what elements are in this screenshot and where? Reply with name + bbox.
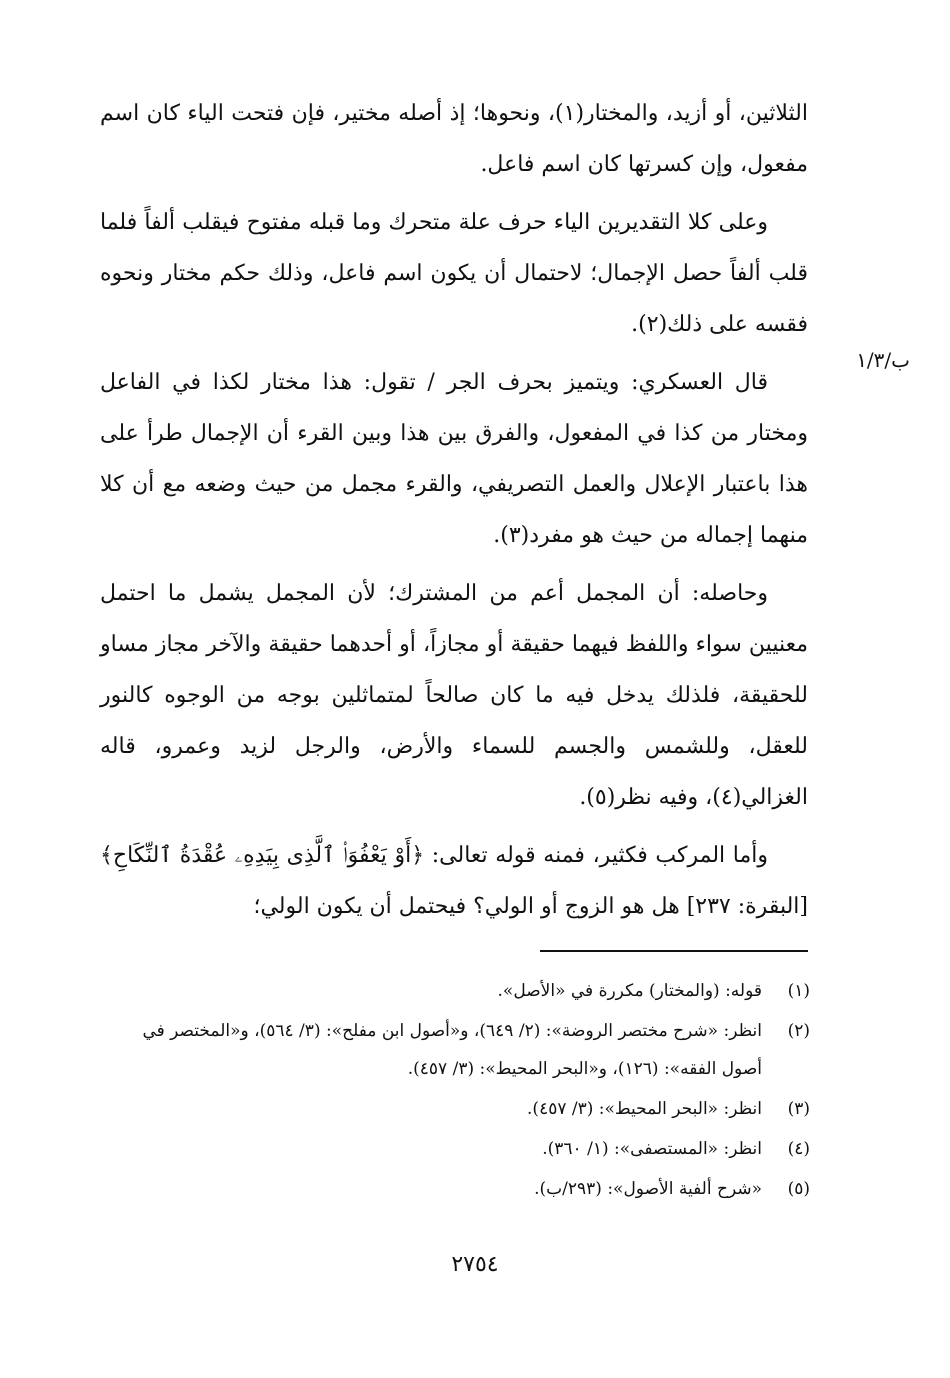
paragraph: قال العسكري: ويتميز بحرف الجر / تقول: هذا مختار لكذا في الفاعل ومختار من كذا في المفعول، والفرق بين هذا وبين القرء أن الإجمال طرأ على هذا باعتبار الإعلال والعمل التصريفي، والقرء مجمل من حيث وضعه مع أن كلا منهما إجماله من حيث هو مفرد(٣). — [100, 370, 808, 548]
footnote-text: قوله: (والمختار) مكررة في «الأصل». — [497, 981, 762, 1001]
footnote-number: (٢) — [787, 1021, 810, 1041]
footnote-number: (٥) — [787, 1179, 810, 1199]
paragraph: الثلاثين، أو أزيد، والمختار(١)، ونحوها؛ إذ أصله مختير، فإن فتحت الياء كان اسم مفعول، وإن كسرتها كان اسم فاعل. — [100, 101, 809, 177]
footnote-text: «شرح ألفية الأصول»: (٢٩٣/ب). — [534, 1179, 762, 1199]
footnote-number: (١) — [787, 981, 810, 1001]
paragraph: وحاصله: أن المجمل أعم من المشترك؛ لأن المجمل يشمل ما احتمل معنيين سواء واللفظ فيهما حقيقة أو مجازاً، أو أحدهما حقيقة والآخر مجاز مساو للحقيقة، فلذلك يدخل فيه ما كان صالحاً لمتماثلين بوجه من الوجوه كالنور للعقل، وللشمس والجسم للسماء والأرض، والرجل لزيد وعمرو، قاله الغزالي(٤)، وفيه نظر(٥). — [100, 581, 808, 810]
footnote — [100, 972, 810, 1010]
footnote — [100, 1130, 810, 1168]
footnote-separator-line — [540, 950, 808, 952]
footnote-text: انظر: «البحر المحيط»: (٣/ ٤٥٧). — [527, 1099, 762, 1119]
footnote-text: انظر: «شرح مختصر الروضة»: (٢/ ٦٤٩)، و«أصول ابن مفلح»: (٣/ ٥٦٤)، و«المختصر في أصول الفقه»: (١٢٦)، و«البحر المحيط»: (٣/ ٤٥٧). — [142, 1021, 762, 1079]
main-text — [100, 88, 808, 939]
footnote — [100, 1090, 810, 1128]
paragraph: وأما المركب فكثير، فمنه قوله تعالى: ﴿أَوْ يَعْفُوَا۟ ٱلَّذِى بِيَدِهِۦ عُقْدَةُ ٱلنِّكَاحِ﴾ [البقرة: ٢٣٧] هل هو الزوج أو الولي؟ فيحتمل أن يكون الولي؛ — [100, 843, 808, 919]
paragraph: وعلى كلا التقديرين الياء حرف علة متحرك وما قبله مفتوح فيقلب ألفاً فلما قلب ألفاً حصل الإجمال؛ لاحتمال أن يكون اسم فاعل، وذلك حكم مختار ونحوه فقسه على ذلك(٢). — [100, 210, 808, 337]
footnotes — [100, 972, 810, 1210]
page-number: ٢٧٥٤ — [451, 1252, 499, 1277]
footnote-number: (٤) — [787, 1139, 810, 1159]
footnote-text: انظر: «المستصفى»: (١/ ٣٦٠). — [542, 1139, 762, 1159]
footnote — [100, 1012, 810, 1088]
footnote — [100, 1170, 810, 1208]
manuscript-folio-reference: ب/١/٣ — [856, 348, 910, 372]
footnote-number: (٣) — [787, 1099, 810, 1119]
